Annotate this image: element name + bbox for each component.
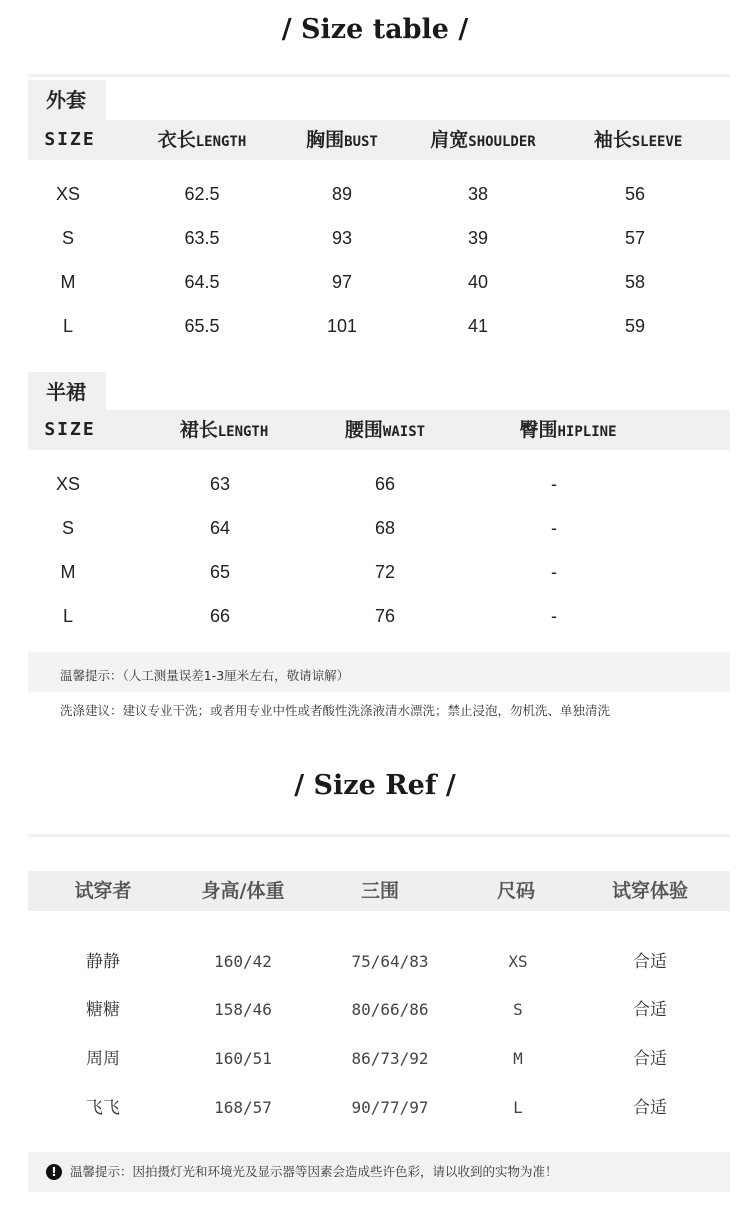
cell-hipline: - <box>551 474 557 494</box>
cell-sleeve: 59 <box>624 316 646 336</box>
table-row <box>28 172 730 216</box>
cell-waist: 72 <box>374 562 396 582</box>
cell-length: 64.5 <box>184 272 220 292</box>
cell-shoulder: 38 <box>467 184 489 204</box>
header-sleeve: 袖长SLEEVE <box>593 129 683 151</box>
wash-advice: 洗涤建议：建议专业干洗；或者用专业中性或者酸性洗涤液清水漂洗；禁止浸泡，勿机洗、单独清洗 <box>60 703 611 718</box>
cell-fit: 合适 <box>633 1049 667 1069</box>
header-size: SIZE <box>44 129 96 150</box>
header-height-weight: 身高/体重 <box>201 880 285 902</box>
table-row <box>28 940 730 984</box>
cell-fit: 合适 <box>633 952 667 972</box>
table-row <box>28 462 730 506</box>
table-row <box>28 304 730 348</box>
header-length: 衣长LENGTH <box>157 129 247 151</box>
divider <box>28 834 730 837</box>
cell-shoulder: 41 <box>467 316 489 336</box>
cell-height-weight: 160/42 <box>214 952 272 971</box>
cell-sleeve: 58 <box>624 272 646 292</box>
header-size: 尺码 <box>496 880 535 902</box>
cell-tester: 周周 <box>86 1049 120 1069</box>
cell-measurements: 86/73/92 <box>351 1049 429 1068</box>
cell-tester: 静静 <box>86 952 120 972</box>
skirt-tag-row <box>28 372 730 412</box>
cell-length: 65 <box>209 562 231 582</box>
cell-size: S <box>513 1000 523 1019</box>
header-fit: 试穿体验 <box>611 880 688 902</box>
table-row <box>28 260 730 304</box>
warning-bar <box>28 1152 730 1192</box>
cell-waist: 68 <box>374 518 396 538</box>
measurement-tip: 温馨提示：（人工测量误差1-3厘米左右，敬请谅解） <box>60 668 350 683</box>
cell-bust: 93 <box>331 228 353 248</box>
cell-tester: 飞飞 <box>86 1098 120 1118</box>
header-size: SIZE <box>44 419 96 440</box>
cell-sleeve: 56 <box>624 184 646 204</box>
cell-size: S <box>61 518 74 538</box>
exclamation-icon: ! <box>46 1164 62 1180</box>
cell-hipline: - <box>551 518 557 538</box>
cell-bust: 89 <box>331 184 353 204</box>
header-tester: 试穿者 <box>74 880 132 902</box>
header-hipline: 臀围HIPLINE <box>519 419 617 441</box>
table-row <box>28 550 730 594</box>
cell-length: 63 <box>209 474 231 494</box>
cell-length: 64 <box>209 518 231 538</box>
cell-sleeve: 57 <box>624 228 646 248</box>
cell-length: 62.5 <box>184 184 220 204</box>
warning-text: 温馨提示：因拍摄灯光和环境光及显示器等因素会造成些许色彩，请以收到的实物为准！ <box>70 1164 558 1179</box>
cell-length: 65.5 <box>184 316 220 336</box>
cell-size: L <box>62 606 73 626</box>
cell-hipline: - <box>551 562 557 582</box>
table-row <box>28 1086 730 1130</box>
size-ref-title: / Size Ref / <box>294 770 456 801</box>
cell-bust: 97 <box>331 272 353 292</box>
cell-size: M <box>513 1049 523 1068</box>
header-measurements: 三围 <box>360 880 399 902</box>
cell-tester: 糖糖 <box>86 1000 120 1020</box>
table-row <box>28 216 730 260</box>
cell-shoulder: 40 <box>467 272 489 292</box>
size-table-title: / Size table / <box>281 14 469 45</box>
cell-size: XS <box>55 184 80 204</box>
cell-bust: 101 <box>326 316 358 336</box>
cell-height-weight: 160/51 <box>214 1049 272 1068</box>
cell-fit: 合适 <box>633 1098 667 1118</box>
cell-size: S <box>61 228 74 248</box>
jacket-tag: 外套 <box>28 80 106 120</box>
cell-size: XS <box>55 474 80 494</box>
cell-height-weight: 158/46 <box>214 1000 272 1019</box>
header-bust: 胸围BUST <box>306 129 378 151</box>
table-row <box>28 506 730 550</box>
cell-measurements: 90/77/97 <box>351 1098 429 1117</box>
cell-shoulder: 39 <box>467 228 489 248</box>
cell-fit: 合适 <box>633 1000 667 1020</box>
header-length: 裙长LENGTH <box>179 419 269 441</box>
table-row <box>28 1037 730 1081</box>
cell-measurements: 75/64/83 <box>351 952 429 971</box>
cell-size: XS <box>508 952 528 971</box>
cell-size: L <box>513 1098 523 1117</box>
jacket-tag-row <box>28 80 730 120</box>
jacket-header-row <box>28 120 730 160</box>
divider <box>28 74 730 77</box>
header-waist: 腰围WAIST <box>344 419 426 441</box>
header-shoulder: 肩宽SHOULDER <box>430 129 536 151</box>
cell-waist: 76 <box>374 606 396 626</box>
cell-size: L <box>62 316 73 336</box>
cell-measurements: 80/66/86 <box>351 1000 429 1019</box>
skirt-tag: 半裙 <box>28 372 106 412</box>
skirt-header-row <box>28 410 730 450</box>
cell-size: M <box>60 272 76 292</box>
ref-header-row <box>28 871 730 911</box>
cell-height-weight: 168/57 <box>214 1098 272 1117</box>
table-row <box>28 594 730 638</box>
cell-size: M <box>60 562 76 582</box>
table-row <box>28 988 730 1032</box>
cell-hipline: - <box>551 606 557 626</box>
cell-length: 66 <box>209 606 231 626</box>
cell-length: 63.5 <box>184 228 220 248</box>
cell-waist: 66 <box>374 474 396 494</box>
